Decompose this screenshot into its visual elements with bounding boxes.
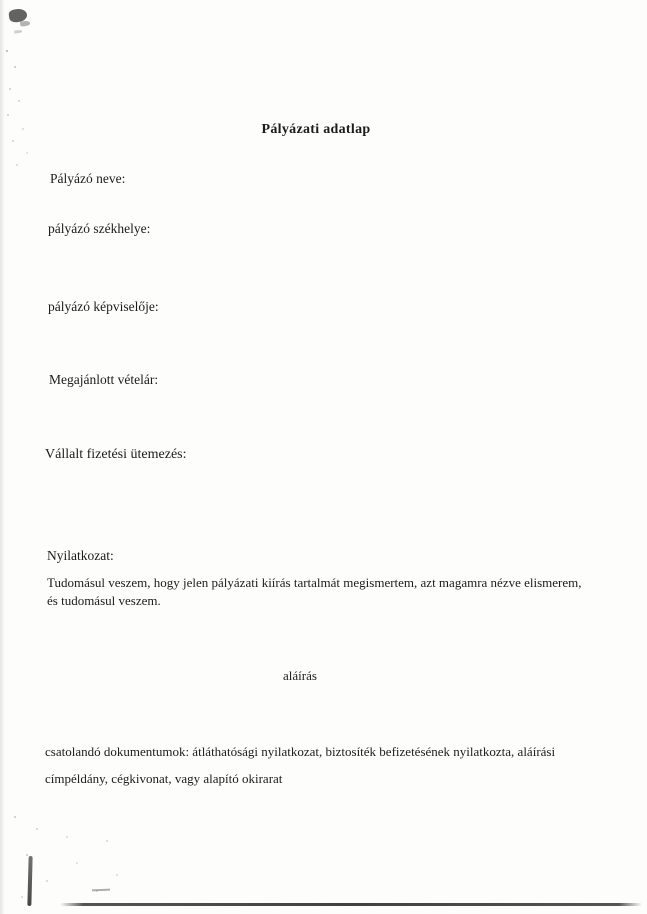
signature-label: aláírás [283, 668, 317, 683]
field-label-applicant-name: Pályázó neve: [50, 171, 126, 186]
field-label-applicant-seat: pályázó székhelye: [48, 221, 151, 236]
form-title: Pályázati adatlap [261, 122, 371, 137]
field-label-offered-price: Megajánlott vételár: [49, 372, 159, 387]
attachments-line-1: csatolandó dokumentumok: átláthatósági nyilatkozat, biztosíték befizetésének nyilatkozta, aláírási [45, 744, 556, 759]
attachments-line-2: címpéldány, cégkivonat, vagy alapító okirarat [45, 771, 283, 786]
field-label-payment-schedule: Vállalt fizetési ütemezés: [45, 447, 187, 462]
declaration-heading: Nyilatkozat: [47, 548, 114, 563]
scan-noise-bottomleft [6, 810, 8, 812]
declaration-line-2: és tudomásul veszem. [47, 593, 161, 608]
scan-artifact-bottom-dash [92, 889, 110, 892]
scan-noise-topleft [4, 40, 6, 42]
scan-artifact-bottomleft-bar [27, 856, 32, 906]
field-label-applicant-representative: pályázó képviselője: [48, 299, 159, 314]
declaration-line-1: Tudomásul veszem, hogy jelen pályázati kiírás tartalmát megismertem, azt magamra nézve elismerem, [47, 575, 582, 590]
scan-artifact-bottom-line [60, 903, 642, 906]
scan-artifact-topleft-blob [8, 8, 28, 23]
